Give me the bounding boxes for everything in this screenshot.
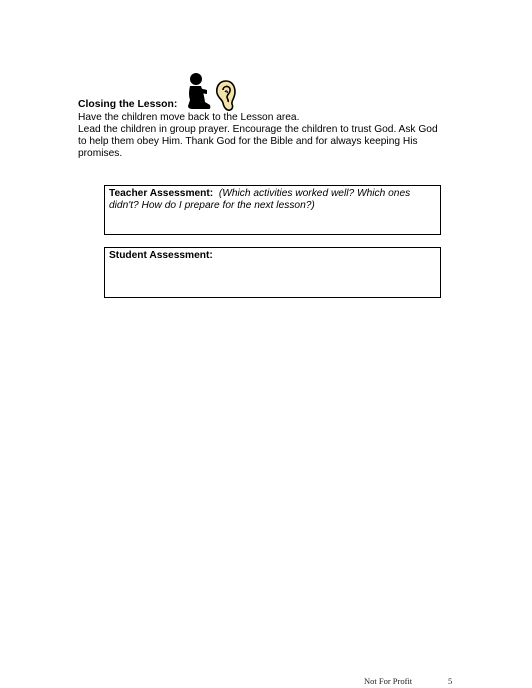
closing-line-3: to help them obey Him. Thank God for the Bible and for always keeping His (78, 136, 418, 147)
closing-heading: Closing the Lesson: (78, 99, 178, 110)
closing-section (78, 72, 458, 160)
teacher-assessment-hint-2: didn't? How do I prepare for the next lesson?) (109, 200, 315, 211)
teacher-assessment-box[interactable] (104, 185, 441, 235)
student-assessment-label: Student Assessment: (109, 250, 213, 261)
footer-text: Not For Profit (364, 676, 413, 686)
student-assessment-box[interactable] (104, 247, 441, 298)
teacher-assessment-hint-1: (Which activities worked well? Which ones (218, 188, 411, 199)
closing-heading-row (78, 72, 458, 112)
closing-line-1: Have the children move back to the Lesson area. (78, 112, 300, 123)
praying-child-icon (185, 72, 213, 110)
page-number: 5 (448, 676, 453, 686)
ear-icon (215, 80, 237, 112)
teacher-assessment-line-1 (109, 188, 436, 200)
teacher-assessment-label: Teacher Assessment: (109, 188, 214, 199)
page-footer (364, 676, 453, 686)
closing-line-2: Lead the children in group prayer. Encourage the children to trust God. Ask God (78, 124, 438, 135)
closing-line-4: promises. (78, 148, 123, 159)
